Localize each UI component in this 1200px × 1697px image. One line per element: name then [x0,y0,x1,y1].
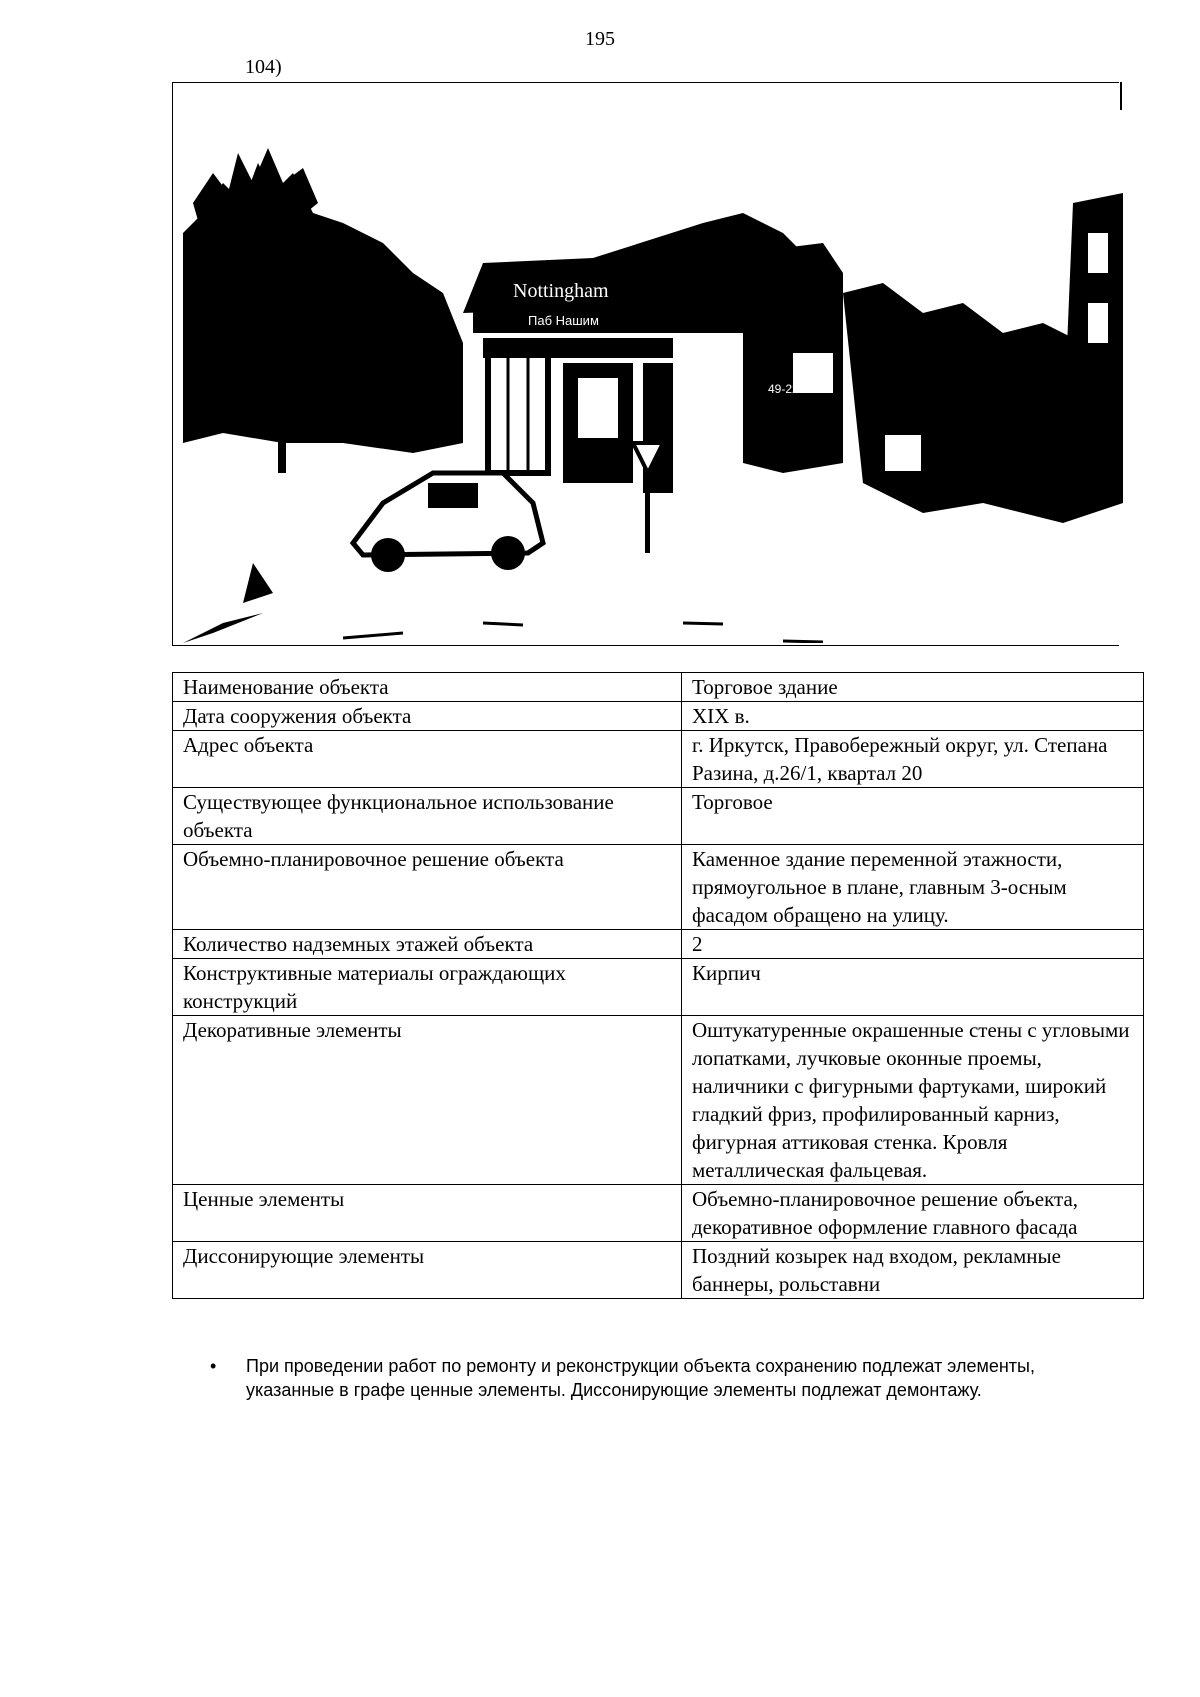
row-label: Диссонирующие элементы [173,1242,682,1299]
item-number: 104) [245,56,282,78]
row-value: Объемно-планировочное решение объекта, декоративное оформление главного фасада [682,1185,1144,1242]
table-row [173,845,1144,930]
row-label: Декоративные элементы [173,1016,682,1185]
table-row [173,731,1144,788]
sign-line1: Nottingham [513,280,609,302]
window-left [488,353,548,473]
table-row [173,1016,1144,1185]
row-value: Каменное здание переменной этажности, прямоугольное в плане, главным 3-осным фасадом обращено на улицу. [682,845,1144,930]
table-row [173,673,1144,702]
info-table [172,672,1144,1299]
table-row [173,1185,1144,1242]
row-label: Количество надземных этажей объекта [173,930,682,959]
row-value: Кирпич [682,959,1144,1016]
row-value: Оштукатуренные окрашенные стены с угловыми лопатками, лучковые оконные проемы, наличники с фигурными фартуками, широкий гладкий фриз, профилированный карниз, фигурная аттиковая стенка. Кровля металлическая фальцевая. [682,1016,1144,1185]
parked-car [883,433,923,473]
row-value: Поздний козырек над входом, рекламные баннеры, рольставни [682,1242,1144,1299]
phone-text: 49-22-83 [768,382,817,396]
building-photo [183,143,1123,643]
note-text: При проведении работ по ремонту и реконструкции объекта сохранению подлежат элементы, указанные в графе ценные элементы. Диссонирующие элементы подлежат демонтажу. [246,1356,1035,1400]
table-row [173,788,1144,845]
canopy [483,338,673,358]
row-label: Существующее функциональное использование объекта [173,788,682,845]
table-row [173,959,1144,1016]
row-value: Торговое здание [682,673,1144,702]
frame-corner-mark [1120,82,1122,110]
table-row [173,1242,1144,1299]
row-label: Дата сооружения объекта [173,702,682,731]
preservation-note [210,1354,1090,1402]
sign-line2: Паб Нашим [528,313,599,328]
photo-frame [172,82,1119,646]
row-value: 2 [682,930,1144,959]
row-label: Адрес объекта [173,731,682,788]
page-number: 195 [585,28,615,50]
bullet-icon: • [210,1356,217,1376]
row-value: Торговое [682,788,1144,845]
table-row [173,702,1144,731]
row-label: Объемно-планировочное решение объекта [173,845,682,930]
row-label: Ценные элементы [173,1185,682,1242]
row-value: XIX в. [682,702,1144,731]
row-label: Наименование объекта [173,673,682,702]
row-value: г. Иркутск, Правобережный округ, ул. Степана Разина, д.26/1, квартал 20 [682,731,1144,788]
table-row [173,930,1144,959]
row-label: Конструктивные материалы ограждающих конструкций [173,959,682,1016]
